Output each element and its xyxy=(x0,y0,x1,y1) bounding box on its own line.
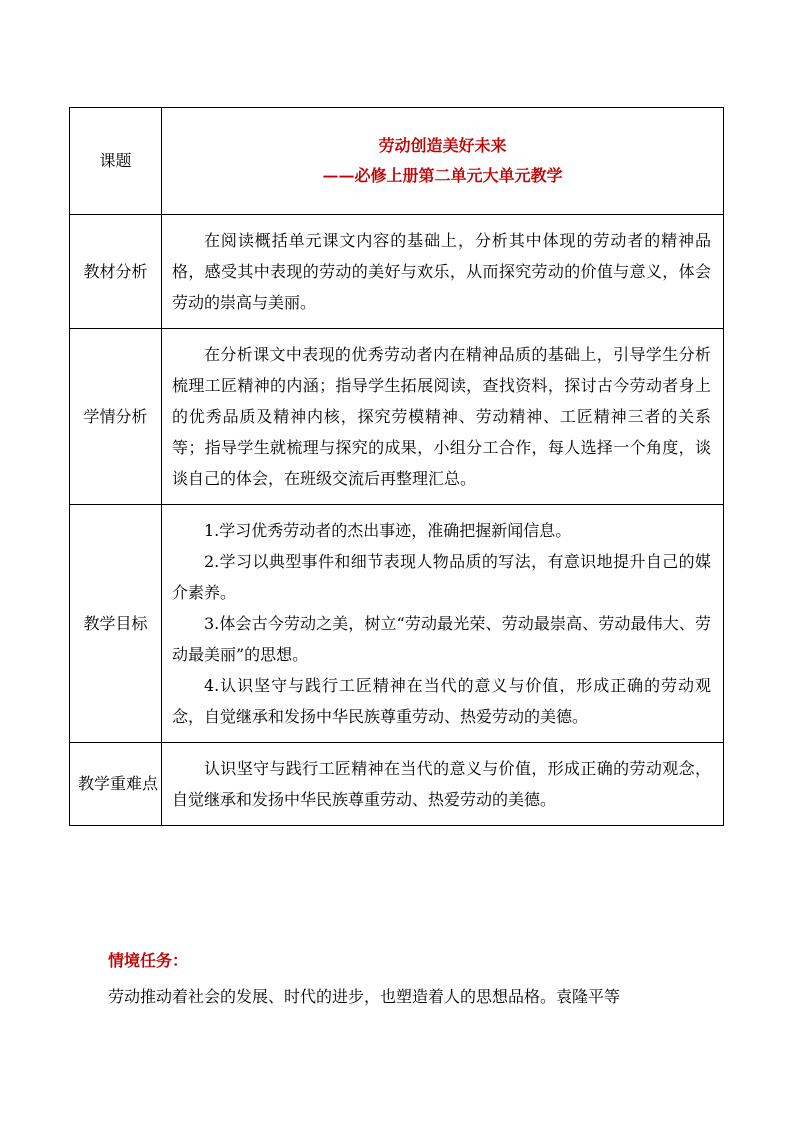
label-teaching-goals: 教学目标 xyxy=(70,505,162,743)
teaching-goal-item: 2.学习以典型事件和细节表现人物品质的写法，有意识地提升自己的媒介素养。 xyxy=(172,552,711,602)
lesson-plan-table xyxy=(69,107,724,826)
material-analysis-content xyxy=(162,215,724,329)
table-row-topic xyxy=(70,108,724,215)
key-difficulties-text: 认识坚守与践行工匠精神在当代的意义与价值，形成正确的劳动观念，自觉继承和发扬中华民族尊重劳动、热爱劳动的美德。 xyxy=(172,759,711,809)
lesson-title xyxy=(162,108,724,215)
situation-task-text: 劳动推动着社会的发展、时代的进步，也塑造着人的思想品格。袁隆平等 xyxy=(108,987,621,1006)
table-row-material-analysis xyxy=(70,215,724,329)
lesson-title-main: 劳动创造美好未来 xyxy=(378,136,507,155)
label-material-analysis: 教材分析 xyxy=(70,215,162,329)
table-row-teaching-goals xyxy=(70,505,724,743)
lesson-title-subtitle: ——必修上册第二单元大单元教学 xyxy=(322,166,563,185)
table-row-student-analysis xyxy=(70,329,724,505)
material-analysis-text: 在阅读概括单元课文内容的基础上，分析其中体现的劳动者的精神品格，感受其中表现的劳动的美好与欢乐，从而探究劳动的价值与意义，体会劳动的崇高与美丽。 xyxy=(172,231,711,312)
label-key-difficulties: 教学重难点 xyxy=(70,743,162,826)
teaching-goal-item: 3.体会古今劳动之美，树立“劳动最光荣、劳动最崇高、劳动最伟大、劳动最美丽”的思想。 xyxy=(172,614,711,664)
student-analysis-content xyxy=(162,329,724,505)
key-difficulties-content xyxy=(162,743,724,826)
teaching-goal-item: 1.学习优秀劳动者的杰出事迹，准确把握新闻信息。 xyxy=(204,521,572,540)
table-row-key-difficulties xyxy=(70,743,724,826)
situation-task-heading: 情境任务： xyxy=(108,951,189,970)
student-analysis-text: 在分析课文中表现的优秀劳动者内在精神品质的基础上，引导学生分析梳理工匠精神的内涵；指导学生拓展阅读，查找资料，探讨古今劳动者身上的优秀品质及精神内核，探究劳模精神、劳动精神、工匠精神三者的关系等；指导学生就梳理与探究的成果，小组分工合作，每人选择一个角度，谈谈自己的体会，在班级交流后再整理汇总。 xyxy=(172,345,711,488)
teaching-goal-item: 4.认识坚守与践行工匠精神在当代的意义与价值，形成正确的劳动观念，自觉继承和发扬中华民族尊重劳动、热爱劳动的美德。 xyxy=(172,676,711,726)
label-student-analysis: 学情分析 xyxy=(70,329,162,505)
label-topic: 课题 xyxy=(70,108,162,215)
teaching-goals-content xyxy=(162,505,724,743)
